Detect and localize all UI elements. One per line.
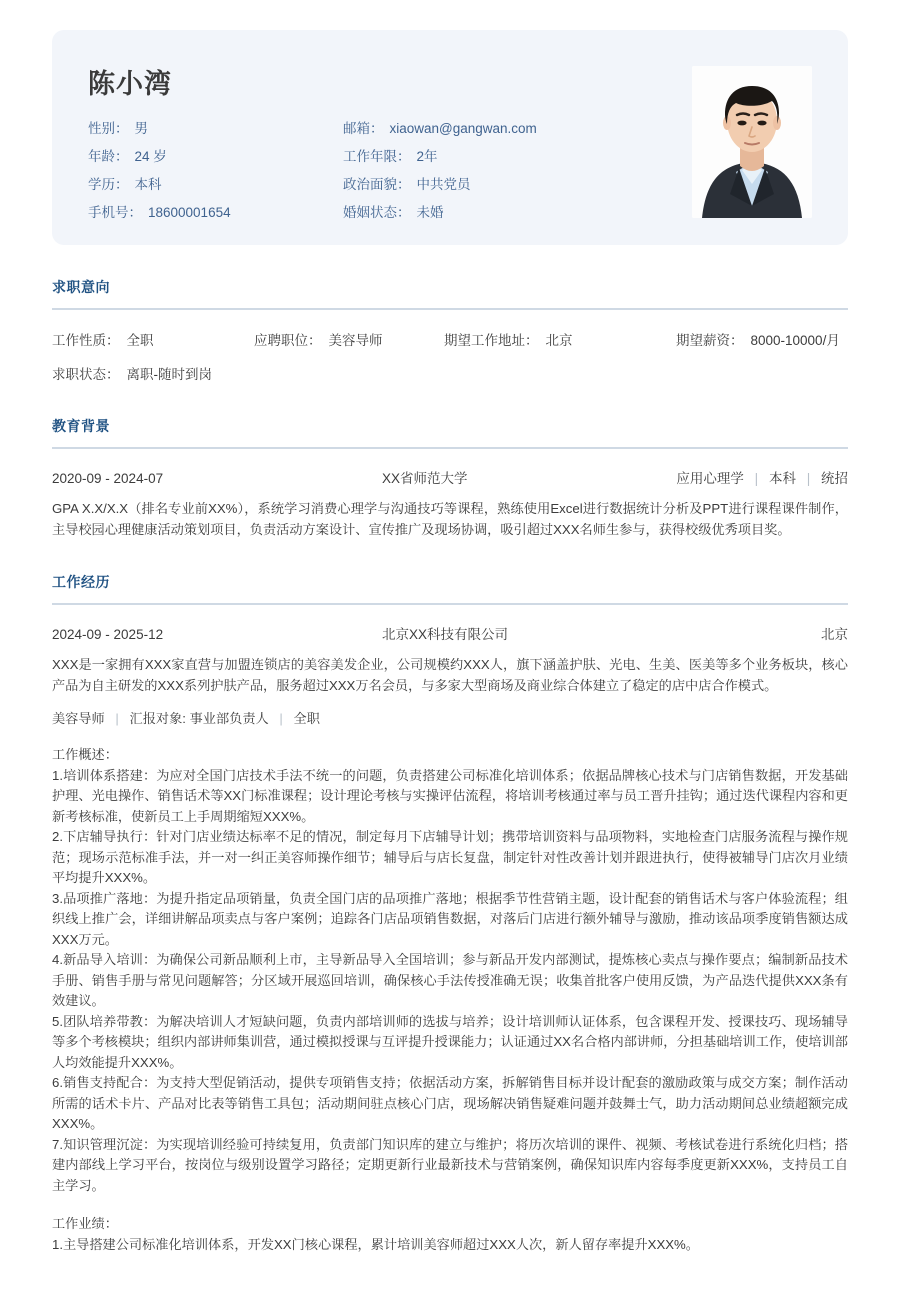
job-intention-location-label: 期望工作地址： bbox=[444, 333, 539, 348]
section-work-experience bbox=[52, 572, 848, 1255]
work-overview-item: 2.下店辅导执行：针对门店业绩达标率不足的情况，制定每月下店辅导计划；携带培训资料与品项物料，实地检查门店服务流程与操作规范；现场示范标准手法，并一对一纠正美容师操作细节；辅导后与店长复盘，制定针对性改善计划并跟进执行，使得被辅导门店次月业绩平均提升XXX%。 bbox=[52, 829, 848, 885]
work-overview-item: 7.知识管理沉淀：为实现培训经验可持续复用，负责部门知识库的建立与维护；将历次培训的课件、视频、考核试卷进行系统化归档；搭建内部线上学习平台，按岗位与级别设置学习路径；定期更新行业最新技术与营销案例，确保知识库内容每季度更新XXX%，支持员工自主学习。 bbox=[52, 1136, 848, 1193]
work-company: 北京XX科技有限公司 bbox=[382, 627, 509, 642]
education-tag-admission: 统招 bbox=[821, 471, 848, 486]
profile-field-experience bbox=[343, 149, 688, 165]
work-overview-item: 5.团队培养带教：为解决培训人才短缺问题，负责内部培训师的选拔与培养；设计培训师认证体系，包含课程开发、授课技巧、现场辅导等多个考核模块；组织内部讲师集训营，通过模拟授课与互评提升授课能力；认证通过XX名合格内部讲师，分担基础培训工作，使培训部人均效能提升XXX%。 bbox=[52, 1013, 848, 1070]
job-intention-nature-value: 全职 bbox=[126, 333, 154, 348]
profile-field-degree-value: 本科 bbox=[134, 177, 162, 192]
section-divider bbox=[52, 603, 848, 605]
job-intention-position bbox=[254, 332, 444, 350]
education-tag-degree: 本科 bbox=[768, 471, 796, 486]
section-education bbox=[52, 416, 848, 540]
job-intention-location bbox=[444, 332, 676, 350]
education-entry-head bbox=[52, 470, 848, 488]
tag-separator-icon: | bbox=[279, 711, 283, 726]
job-intention-location-value: 北京 bbox=[545, 333, 573, 348]
work-achievement-item: 1.主导搭建公司标准化培训体系，开发XX门核心课程，累计培训美容师超过XXX人次，新人留存率提升XXX%。 bbox=[52, 1236, 699, 1252]
work-overview-item: 1.培训体系搭建：为应对全国门店技术手法不统一的问题，负责搭建公司标准化培训体系；依据品牌核心技术与门店销售数据，开发基础护理、光电操作、销售话术等XX门标准课程；设计理论考核与实操评估流程，将培训考核通过率与员工晋升挂钩；通过迭代课程内容和更新考核标准，使新员工上手周期缩短XXX%。 bbox=[52, 767, 848, 824]
education-tags bbox=[676, 470, 848, 488]
profile-info-grid bbox=[88, 121, 688, 221]
profile-field-marital bbox=[343, 205, 688, 221]
education-school: XX省师范大学 bbox=[382, 471, 468, 486]
profile-header-card bbox=[52, 30, 848, 245]
job-intention-salary-value: 8000-10000/月 bbox=[750, 333, 840, 348]
work-entry-head bbox=[52, 626, 848, 644]
work-achievement-label: 工作业绩： bbox=[52, 1216, 118, 1231]
work-overview-item: 3.品项推广落地：为提升指定品项销量，负责全国门店的品项推广落地；根据季节性营销主题，设计配套的销售话术与客户体验流程；组织线上推广会，详细讲解品项卖点与客户案例；追踪各门店品项销售数据，对落后门店进行额外辅导与激励，推动该品项季度销售额达成XXX万元。 bbox=[52, 890, 848, 947]
profile-field-political-label: 政治面貌： bbox=[343, 177, 411, 192]
section-job-intention bbox=[52, 277, 848, 384]
paragraph-spacer bbox=[52, 1196, 848, 1214]
work-meta-title: 美容导师 bbox=[52, 711, 105, 726]
profile-field-gender-value: 男 bbox=[134, 121, 148, 136]
section-title-job-intention: 求职意向 bbox=[52, 279, 110, 295]
work-meta-nature: 全职 bbox=[293, 711, 320, 726]
profile-field-age-label: 年龄： bbox=[88, 149, 129, 164]
work-date: 2024-09 - 2025-12 bbox=[52, 627, 164, 642]
work-achievements bbox=[52, 1214, 848, 1255]
profile-field-age-value: 24 岁 bbox=[134, 149, 167, 164]
profile-field-political bbox=[343, 177, 688, 193]
profile-field-degree bbox=[88, 177, 343, 193]
education-date: 2020-09 - 2024-07 bbox=[52, 471, 164, 486]
profile-field-gender-label: 性别： bbox=[88, 121, 129, 136]
profile-field-phone bbox=[88, 205, 343, 221]
job-intention-position-label: 应聘职位： bbox=[254, 333, 322, 348]
profile-field-experience-label: 工作年限： bbox=[343, 149, 411, 164]
tag-separator-icon: | bbox=[754, 471, 759, 486]
job-intention-position-value: 美容导师 bbox=[328, 333, 383, 348]
work-overview-item: 4.新品导入培训：为确保公司新品顺利上市，主导新品导入全国培训；参与新品开发内部测试，提炼核心卖点与操作要点；编制新品技术手册、销售手册与常见问题解答；分区域开展巡回培训，确保核心手法传授准确无误；收集首批客户使用反馈，为产品迭代提供XXX条有效建议。 bbox=[52, 952, 848, 1008]
work-location: 北京 bbox=[821, 627, 848, 642]
profile-field-marital-label: 婚姻状态： bbox=[343, 205, 411, 220]
avatar bbox=[692, 66, 812, 218]
section-divider bbox=[52, 447, 848, 449]
work-overview bbox=[52, 745, 848, 1196]
section-title-work-experience: 工作经历 bbox=[52, 574, 110, 590]
job-intention-row-2 bbox=[52, 366, 848, 384]
tag-separator-icon: | bbox=[115, 711, 119, 726]
profile-field-phone-label: 手机号： bbox=[88, 205, 142, 220]
education-tag-major: 应用心理学 bbox=[676, 471, 744, 486]
job-intention-status-value: 离职-随时到岗 bbox=[126, 367, 212, 382]
section-title-education: 教育背景 bbox=[52, 418, 110, 434]
profile-field-degree-label: 学历： bbox=[88, 177, 129, 192]
job-intention-salary-label: 期望薪资： bbox=[676, 333, 744, 348]
profile-field-email bbox=[343, 121, 688, 137]
job-intention-status bbox=[52, 366, 254, 384]
job-intention-row-1 bbox=[52, 332, 848, 350]
job-intention-salary bbox=[676, 332, 840, 350]
work-company-intro: XXX是一家拥有XXX家直营与加盟连锁店的美容美发企业，公司规模约XXX人，旗下涵盖护肤、光电、生美、医美等多个业务板块，核心产品为自主研发的XXX系列护肤产品，服务超过XXX万名会员，与多家大型商场及商业综合体建立了稳定的店中店合作模式。 bbox=[52, 657, 848, 693]
profile-field-political-value: 中共党员 bbox=[416, 177, 471, 192]
tag-separator-icon: | bbox=[806, 471, 811, 486]
profile-field-age bbox=[88, 149, 343, 165]
profile-field-experience-value: 2年 bbox=[416, 149, 438, 164]
job-intention-nature bbox=[52, 332, 254, 350]
job-intention-nature-label: 工作性质： bbox=[52, 333, 120, 348]
page-title: 陈小湾 bbox=[88, 69, 172, 99]
work-overview-label: 工作概述： bbox=[52, 747, 118, 762]
section-divider bbox=[52, 308, 848, 310]
education-description: GPA X.X/X.X（排名专业前XX%），系统学习消费心理学与沟通技巧等课程，熟练使用Excel进行数据统计分析及PPT进行课程课件制作，主导校园心理健康活动策划项目，负责活动方案设计、宣传推广及现场协调，吸引超过XXX名师生参与，获得校级优秀项目奖。 bbox=[52, 501, 848, 537]
job-intention-status-label: 求职状态： bbox=[52, 367, 120, 382]
profile-field-gender bbox=[88, 121, 343, 137]
profile-field-marital-value: 未婚 bbox=[416, 205, 444, 220]
profile-field-phone-value: 18600001654 bbox=[148, 205, 231, 220]
work-overview-item: 6.销售支持配合：为支持大型促销活动，提供专项销售支持；依据活动方案，拆解销售目标并设计配套的激励政策与成交方案；制作活动所需的话术卡片、产品对比表等销售工具包；活动期间驻点核心门店，现场解决销售疑难问题并鼓舞士气，助力活动期间总业绩超额完成XXX%。 bbox=[52, 1075, 848, 1131]
work-meta-report-to: 汇报对象: 事业部负责人 bbox=[129, 711, 269, 726]
profile-field-email-value: xiaowan@gangwan.com bbox=[389, 121, 537, 136]
work-meta-tags bbox=[52, 709, 848, 728]
profile-field-email-label: 邮箱： bbox=[343, 121, 384, 136]
